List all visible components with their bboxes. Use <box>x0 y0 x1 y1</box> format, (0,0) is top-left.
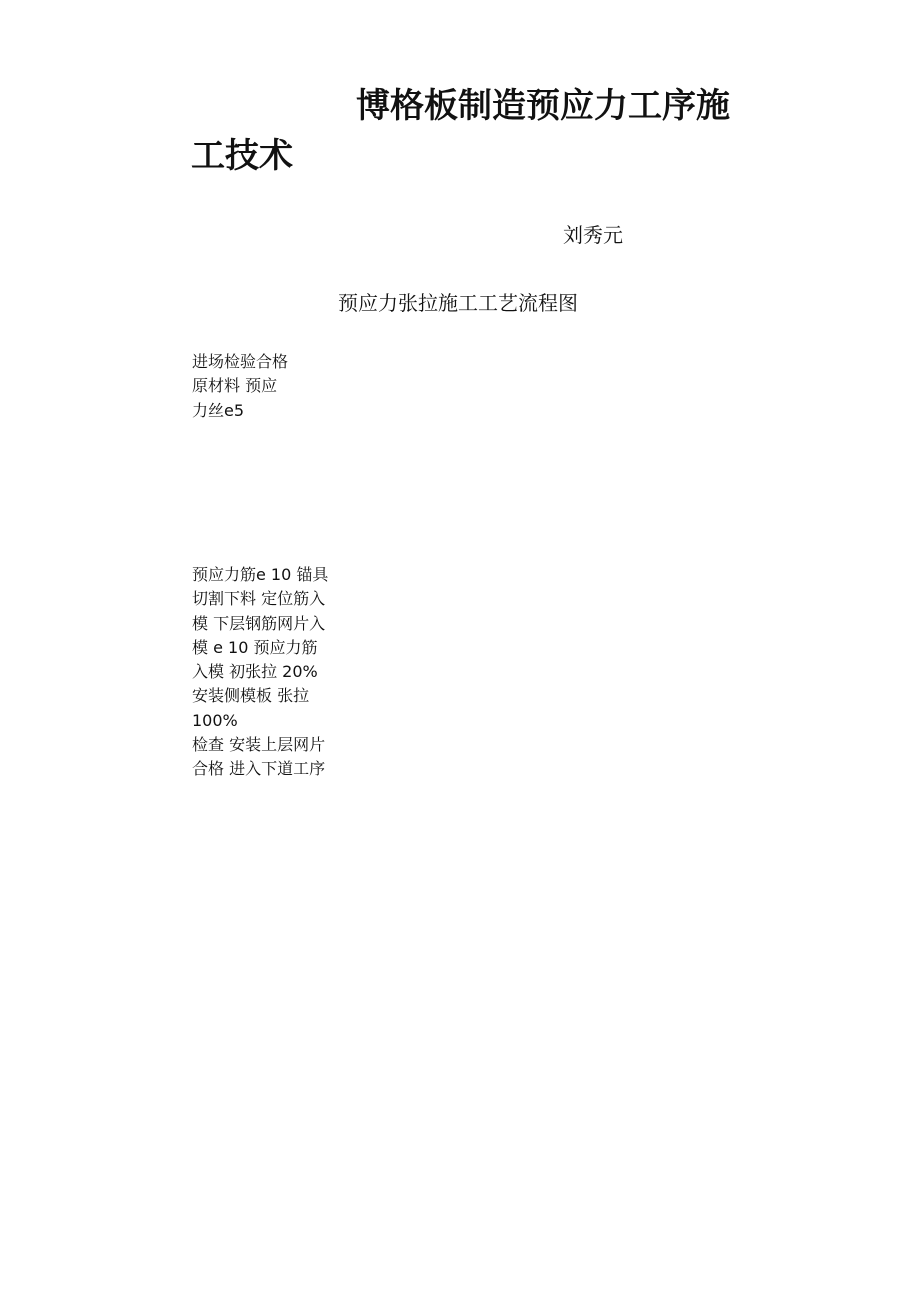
text-line: 100% <box>192 710 238 730</box>
text-line: 切割下料 定位筋入 <box>192 589 326 609</box>
text-line: 检查 安装上层网片 <box>192 735 326 755</box>
flowchart-text-block-1 <box>192 350 288 423</box>
text-line: 预应力筋e 10 锚具 <box>192 565 329 584</box>
document-title-line-2: 工技术 <box>191 136 293 176</box>
text-line: 安装侧模板 张拉 <box>192 686 310 706</box>
flowchart-caption: 预应力张拉施工工艺流程图 <box>338 291 578 315</box>
text-line: 入模 初张拉 20% <box>192 662 318 682</box>
document-title-line-1: 博格板制造预应力工序施 <box>356 86 730 126</box>
text-line: 模 e 10 预应力筋 <box>192 637 318 657</box>
author-name: 刘秀元 <box>563 223 623 247</box>
flowchart-text-block-2 <box>192 563 328 782</box>
text-line: 合格 进入下道工序 <box>192 759 326 779</box>
text-line: 进场检验合格 <box>192 352 289 371</box>
text-line: 力丝e5 <box>192 400 245 420</box>
text-line: 模 下层钢筋网片入 <box>192 613 326 633</box>
text-line: 原材料 预应 <box>192 376 278 396</box>
